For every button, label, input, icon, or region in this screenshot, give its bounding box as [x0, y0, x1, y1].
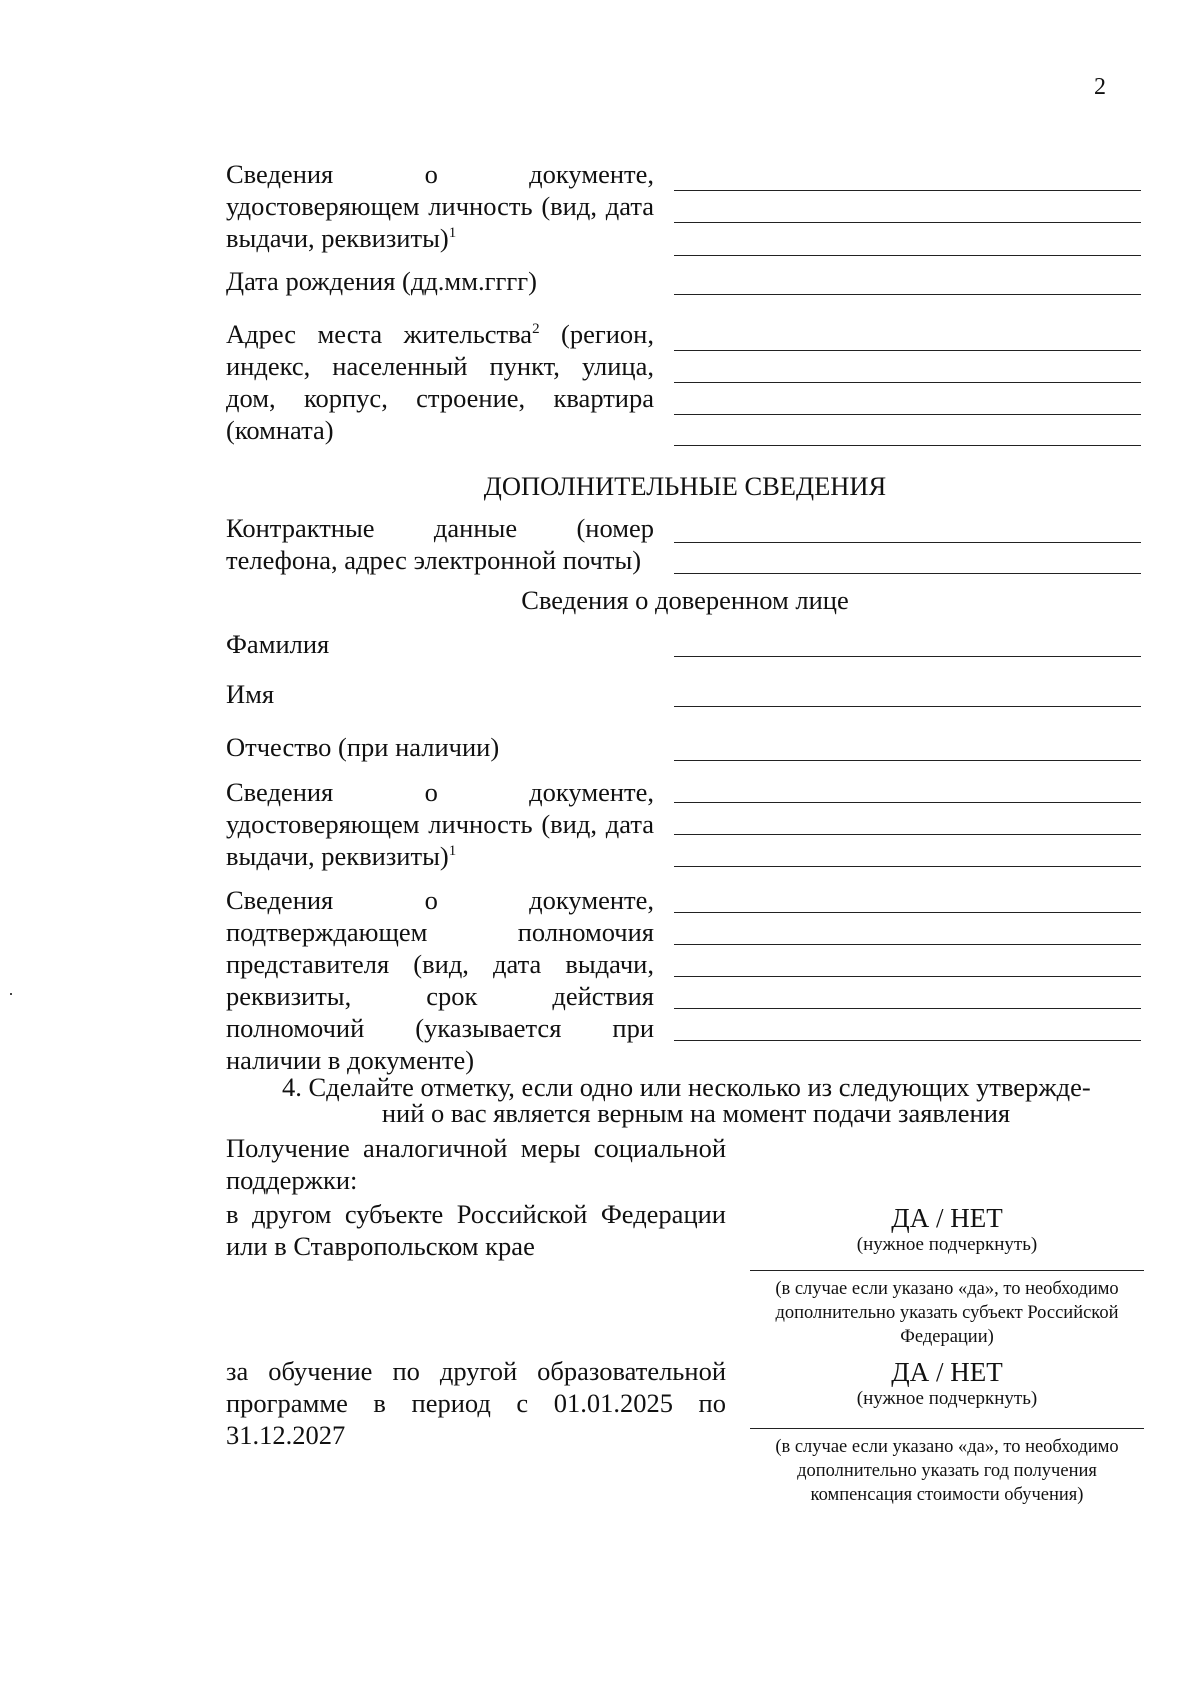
q1-note: (в случае если указано «да», то необходимо дополнительно указать субъект Российской Федерации) — [775, 1279, 1119, 1347]
trustee-authority-line-3[interactable] — [674, 976, 1141, 977]
section4-line-2: ний о вас является верным на момент подачи заявления — [381, 1098, 1011, 1128]
trustee-patronymic-line[interactable] — [674, 760, 1141, 761]
additional-heading: ДОПОЛНИТЕЛЬНЫЕ СВЕДЕНИЯ — [483, 471, 887, 501]
address-line-3[interactable] — [674, 414, 1141, 415]
section4-heading — [226, 1074, 1146, 1126]
trustee-authority-line-5[interactable] — [674, 1040, 1141, 1041]
trustee-name-line[interactable] — [674, 706, 1141, 707]
scan-dot — [10, 993, 12, 995]
contacts-line-2[interactable] — [674, 573, 1141, 574]
doc-identity-line-2[interactable] — [674, 222, 1141, 223]
q2-note: (в случае если указано «да», то необходимо дополнительно указать год получения компенсация стоимости обучения) — [775, 1437, 1119, 1505]
address-label: Адрес места жительства$^2$ (регион, индекс, населенный пункт, улица, дом, корпус, строение, квартира (комната) — [226, 319, 654, 445]
address-line-2[interactable] — [674, 382, 1141, 383]
trustee-doc-identity-label: Сведения о документе, удостоверяющем личность (вид, дата выдачи, реквизиты)$^1$ — [226, 777, 654, 871]
trustee-authority-line-4[interactable] — [674, 1008, 1141, 1009]
trustee-name-label: Имя — [226, 679, 275, 709]
section4-line-1: 4. Сделайте отметку, если одно или несколько из следующих утвержде- — [282, 1072, 1091, 1102]
doc-identity-line-1[interactable] — [674, 190, 1141, 191]
trustee-surname-line[interactable] — [674, 656, 1141, 657]
page-number: 2 — [1094, 74, 1106, 100]
contacts-line-1[interactable] — [674, 542, 1141, 543]
doc-identity-label: Сведения о документе, удостоверяющем личность (вид, дата выдачи, реквизиты)$^1$ — [226, 159, 654, 253]
q2-yes-no[interactable] — [750, 1357, 1144, 1411]
trustee-authority-line-1[interactable] — [674, 912, 1141, 913]
trustee-authority-line-2[interactable] — [674, 944, 1141, 945]
birth-date-label: Дата рождения (дд.мм.гггг) — [226, 266, 537, 296]
trustee-doc-identity-line-1[interactable] — [674, 802, 1141, 803]
trustee-patronymic-label: Отчество (при наличии) — [226, 732, 500, 762]
q2-answer-line[interactable] — [750, 1428, 1144, 1429]
trustee-authority-label: Сведения о документе, подтверждающем полномочия представителя (вид, дата выдачи, реквизиты, срок действия полномочий (указывается при наличии в документе) — [226, 885, 654, 1075]
q1-yes-no-text[interactable]: ДА / НЕТ — [891, 1203, 1003, 1233]
q1-text: в другом субъекте Российской Федерации или в Ставропольском крае — [226, 1199, 726, 1261]
q1-yes-no[interactable] — [750, 1203, 1144, 1257]
trustee-surname-label: Фамилия — [226, 629, 330, 659]
address-line-1[interactable] — [674, 350, 1141, 351]
q2-text: за обучение по другой образовательной программе в период с 01.01.2025 по 31.12.2027 — [226, 1356, 726, 1450]
address-line-4[interactable] — [674, 445, 1141, 446]
q1-hint: (нужное подчеркнуть) — [856, 1234, 1038, 1255]
q1-answer-line[interactable] — [750, 1270, 1144, 1271]
q2-hint: (нужное подчеркнуть) — [856, 1388, 1038, 1409]
contacts-label: Контрактные данные (номер телефона, адрес электронной почты) — [226, 513, 654, 575]
trustee-doc-identity-line-2[interactable] — [674, 834, 1141, 835]
trustee-doc-identity-line-3[interactable] — [674, 866, 1141, 867]
q2-yes-no-text[interactable]: ДА / НЕТ — [891, 1357, 1003, 1387]
birth-date-line[interactable] — [674, 294, 1141, 295]
doc-identity-line-3[interactable] — [674, 255, 1141, 256]
trustee-heading: Сведения о доверенном лице — [521, 585, 849, 615]
q1-intro: Получение аналогичной меры социальной поддержки: — [226, 1133, 726, 1195]
